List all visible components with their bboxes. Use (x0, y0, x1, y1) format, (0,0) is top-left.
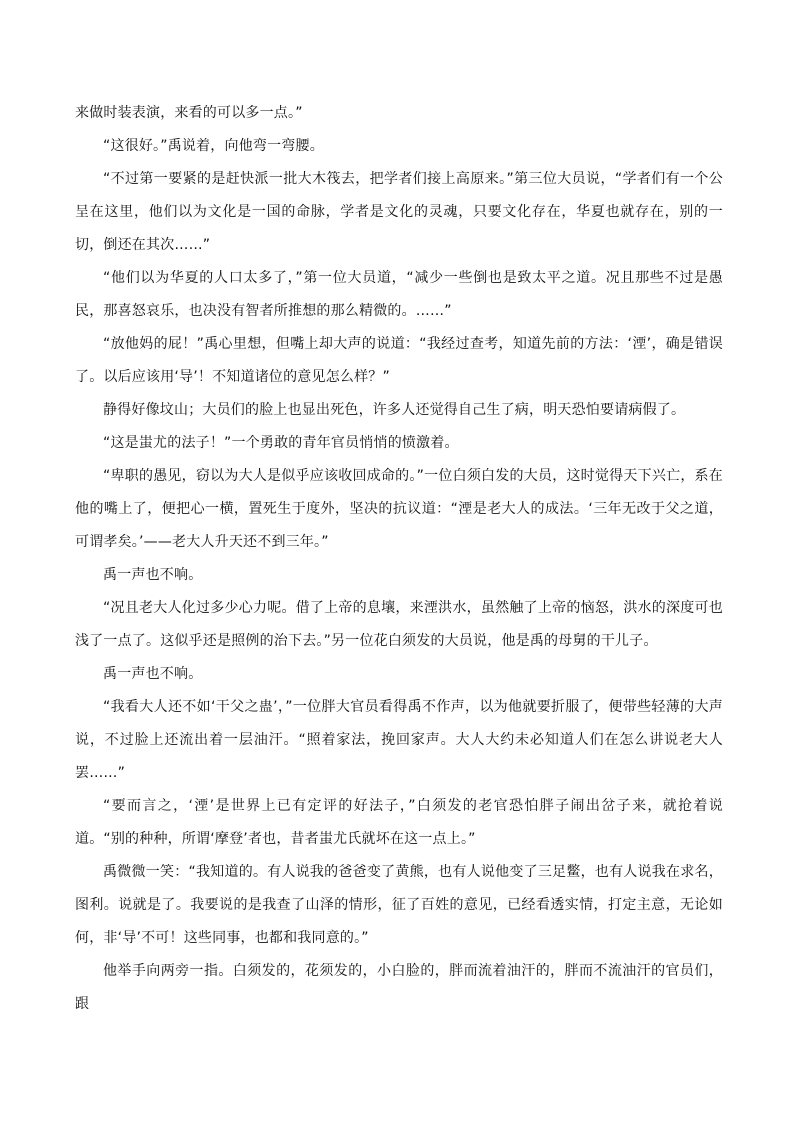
paragraph: 禹微微一笑：“我知道的。有人说我的爸爸变了黄熊，也有人说他变了三足鳖，也有人说我在求名，图利。说就是了。我要说的是我查了山泽的情形，征了百姓的意见，已经看透实情，打定主意，无论如何，非‘导’不可！这些同事，也都和我同意的。” (75, 864, 723, 946)
document-body (75, 97, 723, 1021)
paragraph: “他们以为华夏的人口太多了，”第一位大员道，“减少一些倒也是致太平之道。况且那些不过是愚民，那喜怒哀乐，也决没有智者所推想的那么精微的。……” (75, 270, 723, 319)
paragraph: 禹一声也不响。 (103, 567, 203, 583)
paragraph: “我看大人还不如‘干父之蛊’，”一位胖大官员看得禹不作声，以为他就要折服了，便带些轻薄的大声说，不过脸上还流出着一层油汗。“照着家法，挽回家声。大人大约未必知道人们在怎么讲说老大人罢……” (75, 699, 723, 781)
paragraph-continuation: 来做时装表演，来看的可以多一点。” (75, 105, 303, 121)
paragraph: 静得好像坟山；大员们的脸上也显出死色，许多人还觉得自己生了病，明天恐怕要请病假了。 (103, 402, 686, 418)
paragraph: “这很好。”禹说着，向他弯一弯腰。 (103, 138, 324, 154)
paragraph: “放他妈的屁！”禹心里想，但嘴上却大声的说道：“我经过查考，知道先前的方法：‘湮’，确是错误了。以后应该用‘导’！不知道诸位的意见怎么样？” (75, 336, 723, 385)
paragraph: “卑职的愚见，窃以为大人是似乎应该收回成命的。”一位白须白发的大员，这时觉得天下兴亡，系在他的嘴上了，便把心一横，置死生于度外，坚决的抗议道：“湮是老大人的成法。‘三年无改于父之道，可谓孝矣。’——老大人升天还不到三年。” (75, 468, 723, 550)
paragraph: 他举手向两旁一指。白须发的，花须发的，小白脸的，胖而流着油汗的，胖而不流油汗的官员们，跟 (75, 963, 723, 1012)
paragraph: “要而言之，‘湮’是世界上已有定评的好法子，”白须发的老官恐怕胖子闹出岔子来，就抢着说道。“别的种种，所谓‘摩登’者也，昔者蚩尤氏就坏在这一点上。” (75, 798, 723, 847)
paragraph: 禹一声也不响。 (103, 666, 203, 682)
paragraph: “不过第一要紧的是赶快派一批大木筏去，把学者们接上高原来。”第三位大员说，“学者们有一个公呈在这里，他们以为文化是一国的命脉，学者是文化的灵魂，只要文化存在，华夏也就存在，别的一切，倒还在其次……” (75, 171, 723, 253)
paragraph: “这是蚩尤的法子！”一个勇敢的青年官员悄悄的愤激着。 (103, 435, 459, 451)
paragraph: “况且老大人化过多少心力呢。借了上帝的息壤，来湮洪水，虽然触了上帝的恼怒，洪水的深度可也浅了一点了。这似乎还是照例的治下去。”另一位花白须发的大员说，他是禹的母舅的干儿子。 (75, 600, 723, 649)
